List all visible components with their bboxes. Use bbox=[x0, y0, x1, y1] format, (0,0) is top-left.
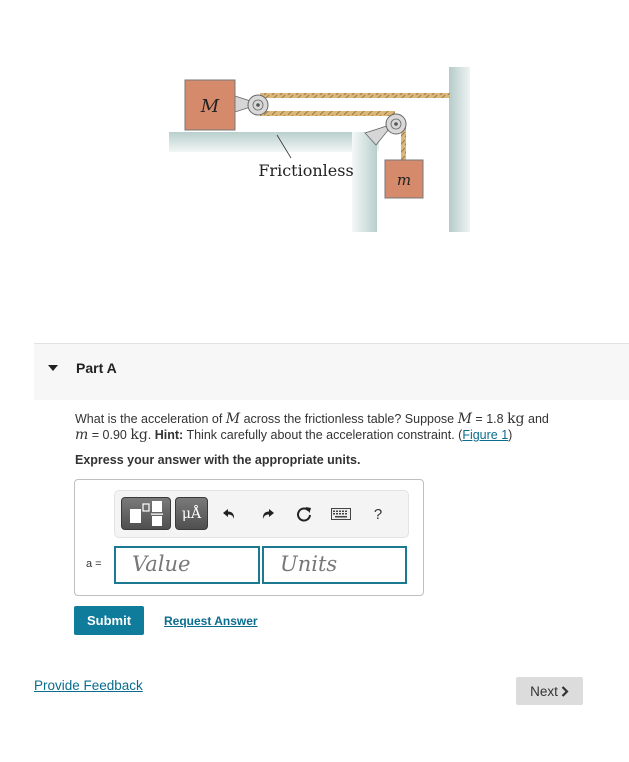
units-input[interactable]: Units bbox=[262, 546, 407, 584]
redo-icon[interactable] bbox=[256, 503, 278, 525]
part-title: Part A bbox=[76, 360, 117, 376]
answer-instruction: Express your answer with the appropriate units. bbox=[75, 453, 361, 467]
chevron-right-icon bbox=[561, 686, 569, 697]
hint-label: Hint: bbox=[154, 428, 184, 442]
value-input[interactable]: Value bbox=[114, 546, 260, 584]
problem-figure bbox=[160, 60, 480, 240]
provide-feedback-link[interactable]: Provide Feedback bbox=[34, 678, 143, 693]
block-m-label: m bbox=[396, 171, 412, 189]
units-button[interactable]: μÅ bbox=[175, 497, 208, 530]
help-button[interactable]: ? bbox=[373, 505, 383, 523]
reset-icon[interactable] bbox=[293, 503, 315, 525]
answer-box bbox=[74, 479, 424, 596]
templates-button[interactable] bbox=[121, 497, 171, 530]
block-M-label: M bbox=[200, 96, 220, 117]
next-button[interactable]: Next bbox=[516, 677, 583, 705]
figure-link[interactable]: Figure 1 bbox=[462, 428, 509, 442]
pulley-diagram bbox=[160, 60, 480, 240]
frictionless-label: Frictionless bbox=[258, 161, 354, 180]
part-a-header[interactable] bbox=[34, 343, 629, 400]
submit-button[interactable]: Submit bbox=[74, 606, 144, 635]
request-answer-link[interactable]: Request Answer bbox=[164, 614, 258, 628]
keyboard-icon[interactable] bbox=[330, 503, 352, 525]
math-toolbar bbox=[114, 490, 409, 538]
undo-icon[interactable] bbox=[219, 503, 241, 525]
templates-icon bbox=[122, 498, 170, 529]
variable-label: a = bbox=[86, 558, 102, 570]
caret-down-icon[interactable] bbox=[48, 365, 58, 371]
question-text: What is the acceleration of M across the frictionless table? Suppose M = 1.8 kg and m = 0.90 kg. Hint: Think carefully about the acceleration constraint. (Figure 1) bbox=[75, 411, 549, 443]
